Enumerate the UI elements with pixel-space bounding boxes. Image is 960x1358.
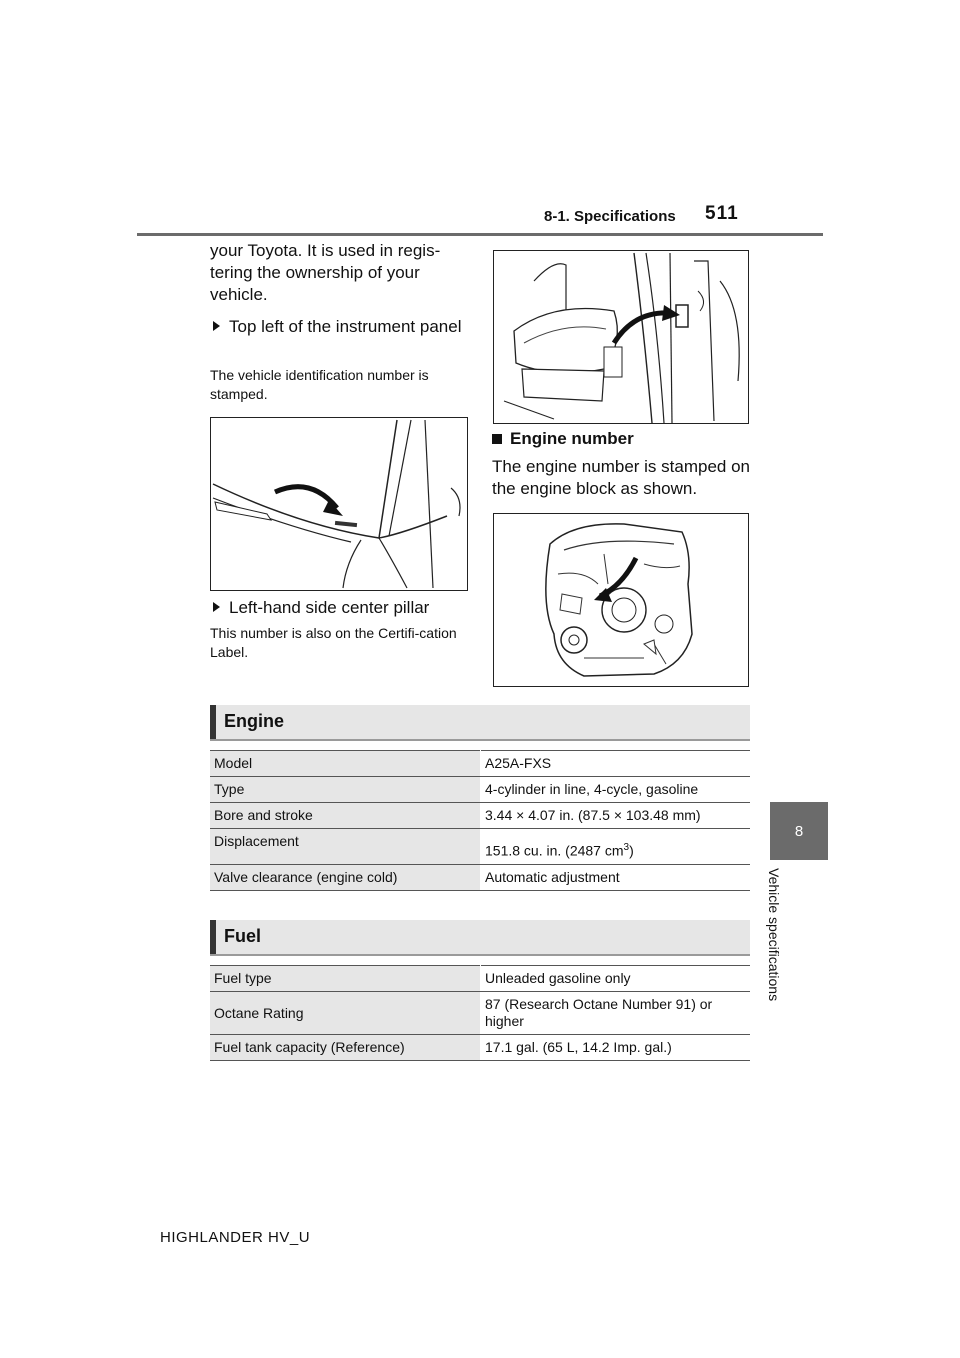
row-value: 3.44 × 4.07 in. (87.5 × 103.48 mm) xyxy=(481,803,751,829)
bullet-text: Top left of the instrument panel xyxy=(229,317,462,336)
square-bullet-icon xyxy=(492,434,502,444)
bullet-text: Left-hand side center pillar xyxy=(229,598,430,617)
row-key: Valve clearance (engine cold) xyxy=(210,865,481,891)
row-value: 4-cylinder in line, 4-cycle, gasoline xyxy=(481,777,751,803)
row-key: Octane Rating xyxy=(210,992,481,1035)
bullet-arrow-icon xyxy=(213,321,220,331)
section-title: 8-1. Specifications xyxy=(544,208,676,225)
figure-center-pillar xyxy=(493,250,749,424)
row-value: 17.1 gal. (65 L, 14.2 Imp. gal.) xyxy=(481,1035,751,1061)
footer-model: HIGHLANDER HV_U xyxy=(160,1229,311,1246)
bullet-center-pillar xyxy=(213,597,473,619)
value-superscript: 3 xyxy=(623,842,630,853)
engine-illustration-icon xyxy=(494,514,748,686)
table-row xyxy=(210,966,750,992)
chapter-label xyxy=(760,868,786,1043)
row-value: Unleaded gasoline only xyxy=(481,966,751,992)
chapter-tab[interactable] xyxy=(770,802,828,860)
table-row xyxy=(210,803,750,829)
section-bar xyxy=(210,705,216,739)
engine-spec-table xyxy=(210,750,750,891)
row-value xyxy=(481,829,751,865)
table-row xyxy=(210,751,750,777)
engine-number-subheading xyxy=(492,429,634,449)
row-key: Displacement xyxy=(210,829,481,865)
chapter-label-text: Vehicle specifications xyxy=(766,868,782,1002)
fuel-section-header xyxy=(210,920,750,956)
value-main: 151.8 cu. in. (2487 cm xyxy=(485,842,624,859)
row-key: Type xyxy=(210,777,481,803)
fuel-spec-table xyxy=(210,965,750,1061)
row-value: 87 (Research Octane Number 91) or higher xyxy=(481,992,751,1035)
note-vin-stamped: The vehicle identification number is stamped. xyxy=(210,367,429,402)
engine-section-header xyxy=(210,705,750,741)
bullet-arrow-icon xyxy=(213,602,220,612)
section-title-text: Engine xyxy=(224,711,285,731)
section-title-text: Fuel xyxy=(224,926,262,946)
table-row xyxy=(210,777,750,803)
note-certification-label: This number is also on the Certifi-cation Label. xyxy=(210,625,457,660)
section-bar xyxy=(210,920,216,954)
row-value: A25A-FXS xyxy=(481,751,751,777)
figure-instrument-panel xyxy=(210,417,468,591)
figure-engine-block xyxy=(493,513,749,687)
table-row xyxy=(210,1035,750,1061)
bullet-instrument-panel xyxy=(213,316,473,338)
row-key: Model xyxy=(210,751,481,777)
table-row xyxy=(210,992,750,1035)
page-number: 511 xyxy=(705,203,739,224)
row-value: Automatic adjustment xyxy=(481,865,751,891)
dashboard-illustration-icon xyxy=(211,418,467,590)
row-key: Fuel type xyxy=(210,966,481,992)
subheading-text: Engine number xyxy=(510,429,634,448)
intro-paragraph: your Toyota. It is used in regis-tering the ownership of your vehicle. xyxy=(210,241,441,304)
seat-pillar-illustration-icon xyxy=(494,251,748,423)
row-key: Bore and stroke xyxy=(210,803,481,829)
row-key: Fuel tank capacity (Reference) xyxy=(210,1035,481,1061)
engine-number-description: The engine number is stamped on the engine block as shown. xyxy=(492,457,750,498)
table-row xyxy=(210,865,750,891)
table-row xyxy=(210,829,750,865)
chapter-number: 8 xyxy=(794,822,804,840)
header-divider xyxy=(137,233,823,236)
value-end: ) xyxy=(629,842,634,859)
